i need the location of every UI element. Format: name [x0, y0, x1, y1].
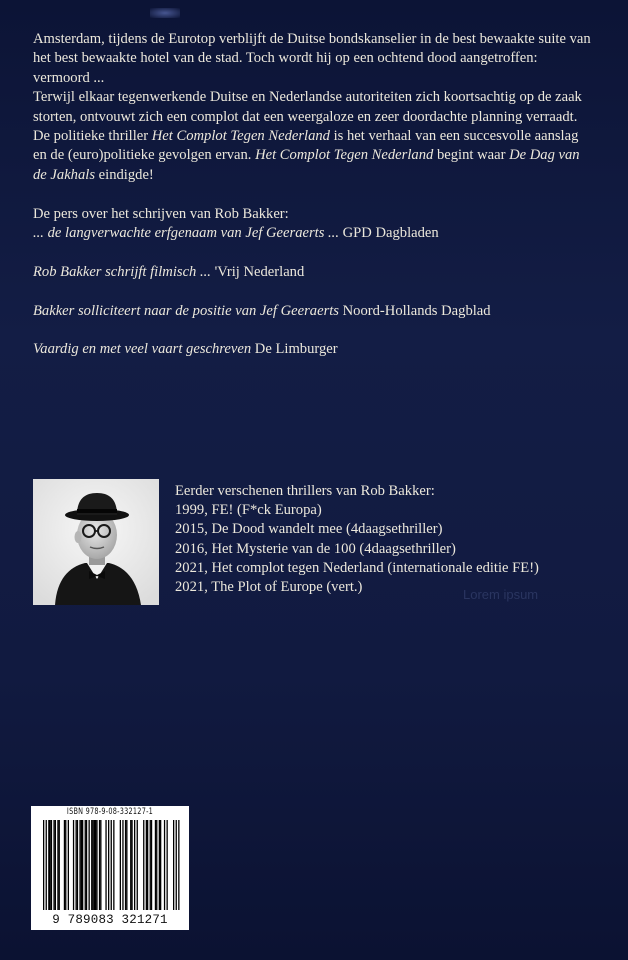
- barcode-bar: [113, 820, 114, 910]
- barcode-bar: [159, 820, 160, 910]
- barcode-bar: [156, 820, 157, 910]
- press-intro: De pers over het schrijven van Rob Bakker:: [33, 205, 289, 222]
- blurb-text: eindigde!: [95, 166, 154, 183]
- quote-source: Noord-Hollands Dagblad: [338, 302, 491, 319]
- book-title: Het Complot Tegen Nederland: [255, 147, 434, 164]
- barcode-bar: [51, 820, 52, 910]
- barcode-bar: [89, 820, 90, 910]
- book-item: 2015, De Dood wandelt mee (4daagsethriller): [175, 521, 443, 538]
- barcode-bar: [64, 820, 65, 910]
- book-item: 2016, Het Mysterie van de 100 (4daagsethriller): [175, 540, 456, 557]
- barcode-bar: [164, 820, 165, 910]
- isbn-digits: 9 789083 321271: [52, 913, 168, 927]
- books-heading: Eerder verschenen thrillers van Rob Bakker:: [175, 483, 435, 499]
- barcode-bar: [53, 820, 54, 910]
- barcode-bar: [65, 820, 66, 910]
- barcode-bar: [108, 820, 109, 910]
- blurb-paragraph-3: [33, 127, 593, 185]
- author-photo: [33, 479, 159, 605]
- isbn-label: ISBN 978-9-08-332127-1: [66, 807, 154, 817]
- barcode-bar: [130, 820, 131, 910]
- blurb-text: De politieke thriller: [33, 128, 152, 145]
- quote-text: Vaardig en met veel vaart geschreven: [33, 341, 252, 358]
- barcode-bar: [82, 820, 83, 910]
- barcode-bar: [155, 820, 156, 910]
- book-title: De Dag van de Jakhals: [33, 147, 580, 183]
- barcode-bar: [137, 820, 138, 910]
- barcode-bar: [105, 820, 106, 910]
- blurb-paragraph-2: Terwijl elkaar tegenwerkende Duitse en Nederlandse autoriteiten zich koortsachtig op de zaak storten, ontvouwt zich een complot dat een weergaloze en zeer doordachte planning verraadt.: [33, 89, 582, 125]
- book-item: 1999, FE! (F*ck Europa): [175, 502, 322, 519]
- book-title: Het Complot Tegen Nederland: [151, 128, 330, 145]
- barcode-bar: [126, 820, 127, 910]
- barcode-bar: [150, 820, 151, 910]
- press-quote: [33, 263, 593, 282]
- press-quote: [33, 340, 593, 359]
- barcode-bar: [125, 820, 126, 910]
- barcode-bar: [95, 820, 96, 910]
- barcode-bar: [143, 820, 144, 910]
- barcode-bar: [48, 820, 49, 910]
- barcode-bar: [146, 820, 147, 910]
- quote-text: Bakker solliciteert naar de positie van Jef Geeraerts: [33, 302, 339, 319]
- barcode-bar: [122, 820, 123, 910]
- barcode-bar: [86, 820, 87, 910]
- isbn-barcode: [31, 806, 189, 930]
- barcode-bar: [94, 820, 95, 910]
- barcode-bar: [100, 820, 101, 910]
- book-item: 2021, Het complot tegen Nederland (internationale editie FE!): [175, 559, 539, 576]
- barcode-bar: [79, 820, 80, 910]
- barcode-bar: [57, 820, 58, 910]
- press-quote: [33, 224, 593, 243]
- barcode-bar: [151, 820, 152, 910]
- barcode-bar: [176, 820, 177, 910]
- barcode-bar: [50, 820, 51, 910]
- barcode-bar: [178, 820, 179, 910]
- blurb-text: begint waar: [433, 147, 510, 164]
- press-quote: [33, 302, 593, 321]
- back-cover-blurb: [33, 30, 593, 360]
- barcode-bar: [76, 820, 77, 910]
- barcode-bars: [31, 806, 189, 930]
- quote-text: Rob Bakker schrijft filmisch ...: [33, 263, 211, 280]
- light-flare: [150, 8, 180, 18]
- barcode-bar: [120, 820, 121, 910]
- barcode-bar: [55, 820, 56, 910]
- barcode-bar: [99, 820, 100, 910]
- barcode-bar: [96, 820, 97, 910]
- quote-source: 'Vrij Nederland: [210, 263, 305, 280]
- barcode-bar: [68, 820, 69, 910]
- blurb-text: is het verhaal van een succesvolle aanslag en de (euro)politieke gevolgen ervan.: [33, 128, 579, 164]
- barcode-bar: [134, 820, 135, 910]
- barcode-bar: [77, 820, 78, 910]
- barcode-bar: [43, 820, 44, 910]
- quote-text: ... de langverwachte erfgenaam van Jef Geeraerts ...: [33, 225, 339, 242]
- barcode-bar: [91, 820, 92, 910]
- barcode-bar: [73, 820, 74, 910]
- book-item: 2021, The Plot of Europe (vert.): [175, 579, 363, 596]
- barcode-bar: [131, 820, 132, 910]
- previous-books-list: [175, 482, 595, 597]
- barcode-bar: [59, 820, 60, 910]
- barcode-bar: [92, 820, 93, 910]
- barcode-bar: [160, 820, 161, 910]
- barcode-bar: [46, 820, 47, 910]
- barcode-bar: [81, 820, 82, 910]
- blurb-paragraph-1: Amsterdam, tijdens de Eurotop verblijft de Duitse bondskanselier in de best bewaakte suite van het best bewaakte hotel van de stad. Toch wordt hij op een ochtend dood aangetroffen: vermoord ...: [33, 31, 591, 86]
- quote-source: GPD Dagbladen: [338, 225, 439, 242]
- quote-source: De Limburger: [251, 341, 338, 358]
- barcode-bar: [147, 820, 148, 910]
- barcode-bar: [85, 820, 86, 910]
- barcode-bar: [173, 820, 174, 910]
- barcode-bar: [111, 820, 112, 910]
- barcode-bar: [167, 820, 168, 910]
- author-portrait-image: [33, 479, 159, 605]
- placeholder-text: Lorem ipsum: [463, 587, 539, 602]
